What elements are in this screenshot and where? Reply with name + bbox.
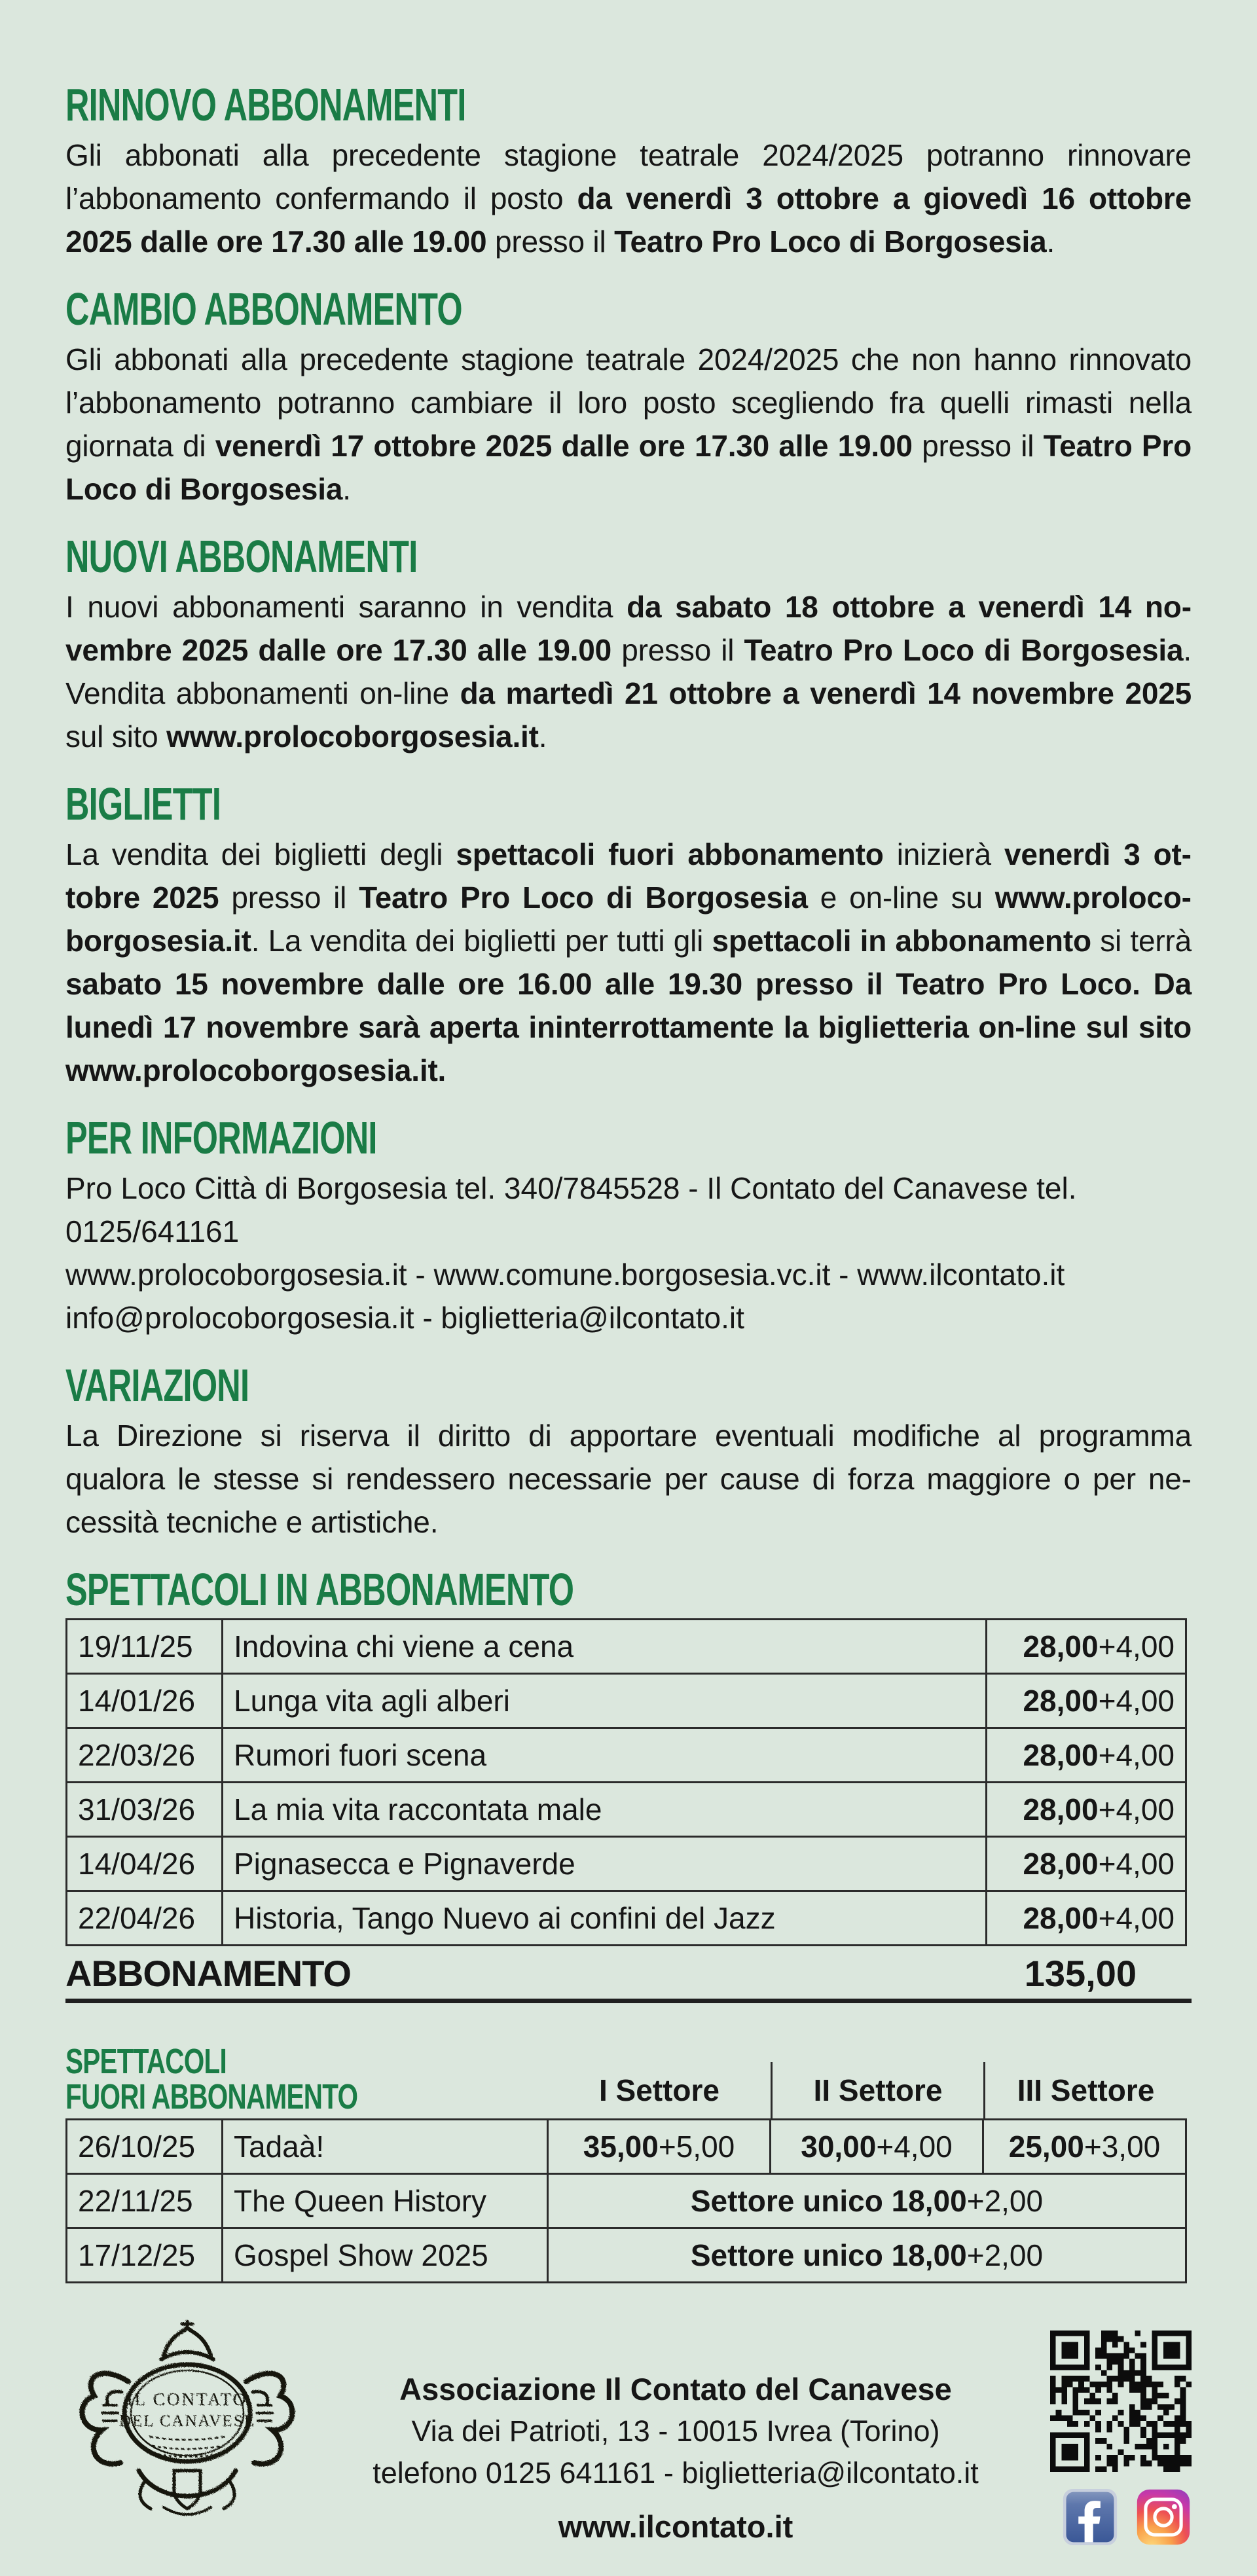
title-cell: Rumori fuori scena [223,1728,987,1783]
instagram-icon [1135,2488,1192,2547]
section-paragraph [65,585,1192,758]
text-segment: da venerdì 3 ottobre a giovedì 16 ottobre 2025 dalle ore 17.30 alle 19.00 [65,181,1192,259]
fuori-abbonamento-header [65,2044,1192,2118]
price-cell [987,1728,1186,1783]
footer-phone-email: telefono 0125 641161 - biglietteria@ilcontato.it [373,2456,979,2490]
thick-divider [65,1999,1192,2003]
section-paragraph [65,833,1192,1092]
text-segment: si terrà [1091,924,1192,958]
section-heading [65,531,1192,582]
footer-address: Via dei Patrioti, 13 - 10015 Ivrea (Torino) [411,2414,940,2448]
section-heading [65,1112,1192,1163]
info-line: www.prolocoborgosesia.it - www.comune.borgosesia.vc.it - www.ilcontato.it [65,1258,1065,1292]
text-segment: Teatro Pro Loco di Borgosesia [359,880,808,915]
title-cell: Gospel Show 2025 [223,2228,548,2283]
table-row [67,1674,1186,1728]
text-segment: Gli abbonati alla precedente stagione teatrale 2024/2025 che non hanno rinnovato l’abbonamento potranno cambiare il loro posto scegliendo fra quelli rimasti nella giornata di [65,342,1192,463]
crest-logo [65,2313,309,2533]
price-extra: +4,00 [1098,1901,1175,1935]
heading-text: VARIAZIONI [65,1360,249,1411]
summary-label: ABBONAMENTO [65,1952,351,1994]
price-cell [987,1891,1186,1946]
info-lines [65,1167,1192,1339]
price-main: Settore unico 18,00 [690,2238,967,2272]
text-segment: sabato 15 novembre dalle ore 16.00 alle 19.30 presso il Teatro Pro Loco. Da lunedì 17 novembre sarà aperta ininterrottamente la biglietteria on-line sul sito www.prolocoborgosesia.it. [65,967,1192,1087]
section-variazioni [65,1360,1192,1544]
text-segment: . [1046,225,1055,259]
text-segment: sul sito [65,719,167,753]
section-cambio [65,283,1192,511]
info-line: Pro Loco Città di Borgosesia tel. 340/7845528 - Il Contato del Canavese tel. 0125/641161 [65,1171,1077,1248]
footer-icons-block [1042,2313,1192,2547]
abbonamento-table [65,1618,1187,1946]
section-paragraph [65,134,1192,263]
price-unico-cell [548,2174,1186,2228]
text-segment: La Direzione si riserva il diritto di apportare eventuali modifiche al programma qualora le stesse si rendessero necessarie per cause di forza maggiore o per necessità tecniche e artistiche. [65,1419,1192,1539]
section-heading [65,1360,1192,1411]
text-segment: spettacoli in abbonamento [712,924,1091,958]
price-main: 25,00 [1008,2130,1084,2164]
date-cell: 14/04/26 [67,1837,223,1891]
price-extra: +4,00 [876,2130,953,2164]
title-cell: La mia vita raccontata male [223,1783,987,1837]
date-cell: 26/10/25 [67,2120,223,2174]
text-segment: e on-line su [807,880,995,915]
table-row [67,2228,1186,2283]
crest-text-line2: DEL CANAVESE [118,2412,256,2430]
text-segment: venerdì 17 ottobre 2025 dalle ore 17.30 alle 19.00 [215,429,913,463]
table-row [67,2120,1186,2174]
table-row [67,1891,1186,1946]
price-extra: +4,00 [1098,1847,1175,1881]
section-biglietti [65,778,1192,1092]
price-cell-settore-2 [771,2120,983,2174]
crest-text-line1: IL CONTATO [126,2389,248,2409]
price-extra: +5,00 [658,2130,735,2164]
fuori-abbonamento-table-body [67,2120,1186,2283]
text-segment: spettacoli fuori abbonamento [456,837,884,871]
text-segment: presso il [611,633,744,667]
title-cell: Lunga vita agli alberi [223,1674,987,1728]
heading-text: FUORI ABBONAMENTO [65,2077,358,2116]
text-segment: presso il [486,225,615,259]
price-main: 28,00 [1023,1847,1099,1881]
heading-text: BIGLIETTI [65,778,221,829]
title-cell: Tadaà! [223,2120,548,2174]
abbonamento-summary-row [65,1948,1192,1999]
table-row [67,1783,1186,1837]
fuori-abbonamento-table [65,2118,1187,2283]
price-cell [987,1620,1186,1674]
text-segment: www.prolocoborgosesia.it [166,719,539,753]
text-segment: . [342,472,351,506]
date-cell: 31/03/26 [67,1783,223,1837]
price-unico-cell [548,2228,1186,2283]
column-header-settore-3: III Settore [983,2062,1186,2118]
date-cell: 17/12/25 [67,2228,223,2283]
footer-website: www.ilcontato.it [558,2509,793,2544]
table-row [67,1837,1186,1891]
summary-value: 135,00 [1024,1952,1137,1994]
section-spettacoli-in-abbonamento [65,1564,1192,2003]
date-cell: 22/04/26 [67,1891,223,1946]
facebook-icon [1062,2488,1118,2547]
date-cell: 14/01/26 [67,1674,223,1728]
price-main: 28,00 [1023,1738,1099,1772]
table-row [67,2174,1186,2228]
price-main: 30,00 [801,2130,877,2164]
text-segment: . La vendita dei biglietti per tutti gli [251,924,712,958]
section-heading [65,1564,1192,1615]
social-icons [1062,2488,1192,2547]
section-paragraph [65,1414,1192,1544]
price-main: 28,00 [1023,1629,1099,1663]
text-segment: venerdì 3 ottobre 2025 [65,837,1192,915]
price-cell [987,1783,1186,1837]
section-heading [65,283,1192,335]
date-cell: 22/03/26 [67,1728,223,1783]
text-segment: Teatro Pro Loco di Borgosesia [65,429,1192,506]
section-nuovi [65,531,1192,758]
price-extra: +2,00 [966,2238,1044,2272]
price-cell-settore-3 [983,2120,1186,2174]
column-header-settore-2: II Settore [771,2062,983,2118]
text-segment: inizierà [883,837,1004,871]
footer-org-name: Associazione Il Contato del Canavese [399,2372,952,2406]
column-header-settore-1: I Settore [598,2073,720,2107]
text-segment: Gli abbonati alla precedente stagione teatrale 2024/2025 potranno rinnovare l’abbonamento confermando il posto [65,138,1192,215]
heading-text: SPETTACOLI [65,2042,227,2081]
price-main: 35,00 [583,2130,659,2164]
price-main: 28,00 [1023,1901,1099,1935]
heading-text: RINNOVO ABBONAMENTI [65,79,466,130]
title-cell: Indovina chi viene a cena [223,1620,987,1674]
text-segment: presso il [219,880,359,915]
footer [65,2313,1192,2548]
footer-text-block [309,2313,1042,2548]
text-segment: Teatro Pro Loco di Borgosesia [744,633,1184,667]
title-cell: Historia, Tango Nuevo ai confini del Jazz [223,1891,987,1946]
text-segment: da sabato 18 ottobre a venerdì 14 novembre 2025 dalle ore 17.30 alle 19.00 [65,590,1192,667]
section-paragraph [65,338,1192,511]
text-segment: Teatro Pro Loco di Borgosesia [614,225,1047,259]
date-cell: 22/11/25 [67,2174,223,2228]
price-extra: +3,00 [1084,2130,1161,2164]
sector-column-headers [548,2062,1186,2118]
price-cell-settore-1 [548,2120,771,2174]
price-main: Settore unico 18,00 [690,2184,967,2218]
table-row [67,1620,1186,1674]
table-row [67,1728,1186,1783]
section-heading [65,79,1192,130]
heading-text: PER INFORMAZIONI [65,1112,377,1163]
section-heading [65,2044,548,2118]
title-cell: Pignasecca e Pignaverde [223,1837,987,1891]
abbonamento-table-body [67,1620,1186,1946]
price-extra: +4,00 [1098,1738,1175,1772]
text-segment: presso il [912,429,1044,463]
price-extra: +4,00 [1098,1684,1175,1718]
price-cell [987,1837,1186,1891]
text-segment: da martedì 21 ottobre a venerdì 14 novembre 2025 [460,676,1192,710]
price-extra: +4,00 [1098,1629,1175,1663]
section-spettacoli-fuori-abbonamento [65,2044,1192,2283]
text-segment: La vendita dei biglietti degli [65,837,456,871]
price-extra: +4,00 [1098,1792,1175,1826]
section-heading [65,778,1192,829]
price-cell [987,1674,1186,1728]
heading-text: NUOVI ABBONAMENTI [65,531,418,582]
title-cell: The Queen History [223,2174,548,2228]
heading-text: SPETTACOLI IN ABBONAMENTO [65,1564,574,1615]
qr-code-icon [1050,2331,1192,2472]
section-rinnovo [65,79,1192,263]
heading-text: CAMBIO ABBONAMENTO [65,283,462,335]
price-main: 28,00 [1023,1792,1099,1826]
info-line: info@prolocoborgosesia.it - biglietteria@ilcontato.it [65,1301,744,1335]
text-segment: . Vendita abbonamenti on-line [65,633,1192,710]
section-informazioni [65,1112,1192,1339]
text-segment: . [538,719,547,753]
price-extra: +2,00 [966,2184,1044,2218]
text-segment: www.prolocoborgosesia.it [65,880,1192,958]
text-segment: I nuovi abbonamenti saranno in vendita [65,590,627,624]
price-main: 28,00 [1023,1684,1099,1718]
date-cell: 19/11/25 [67,1620,223,1674]
